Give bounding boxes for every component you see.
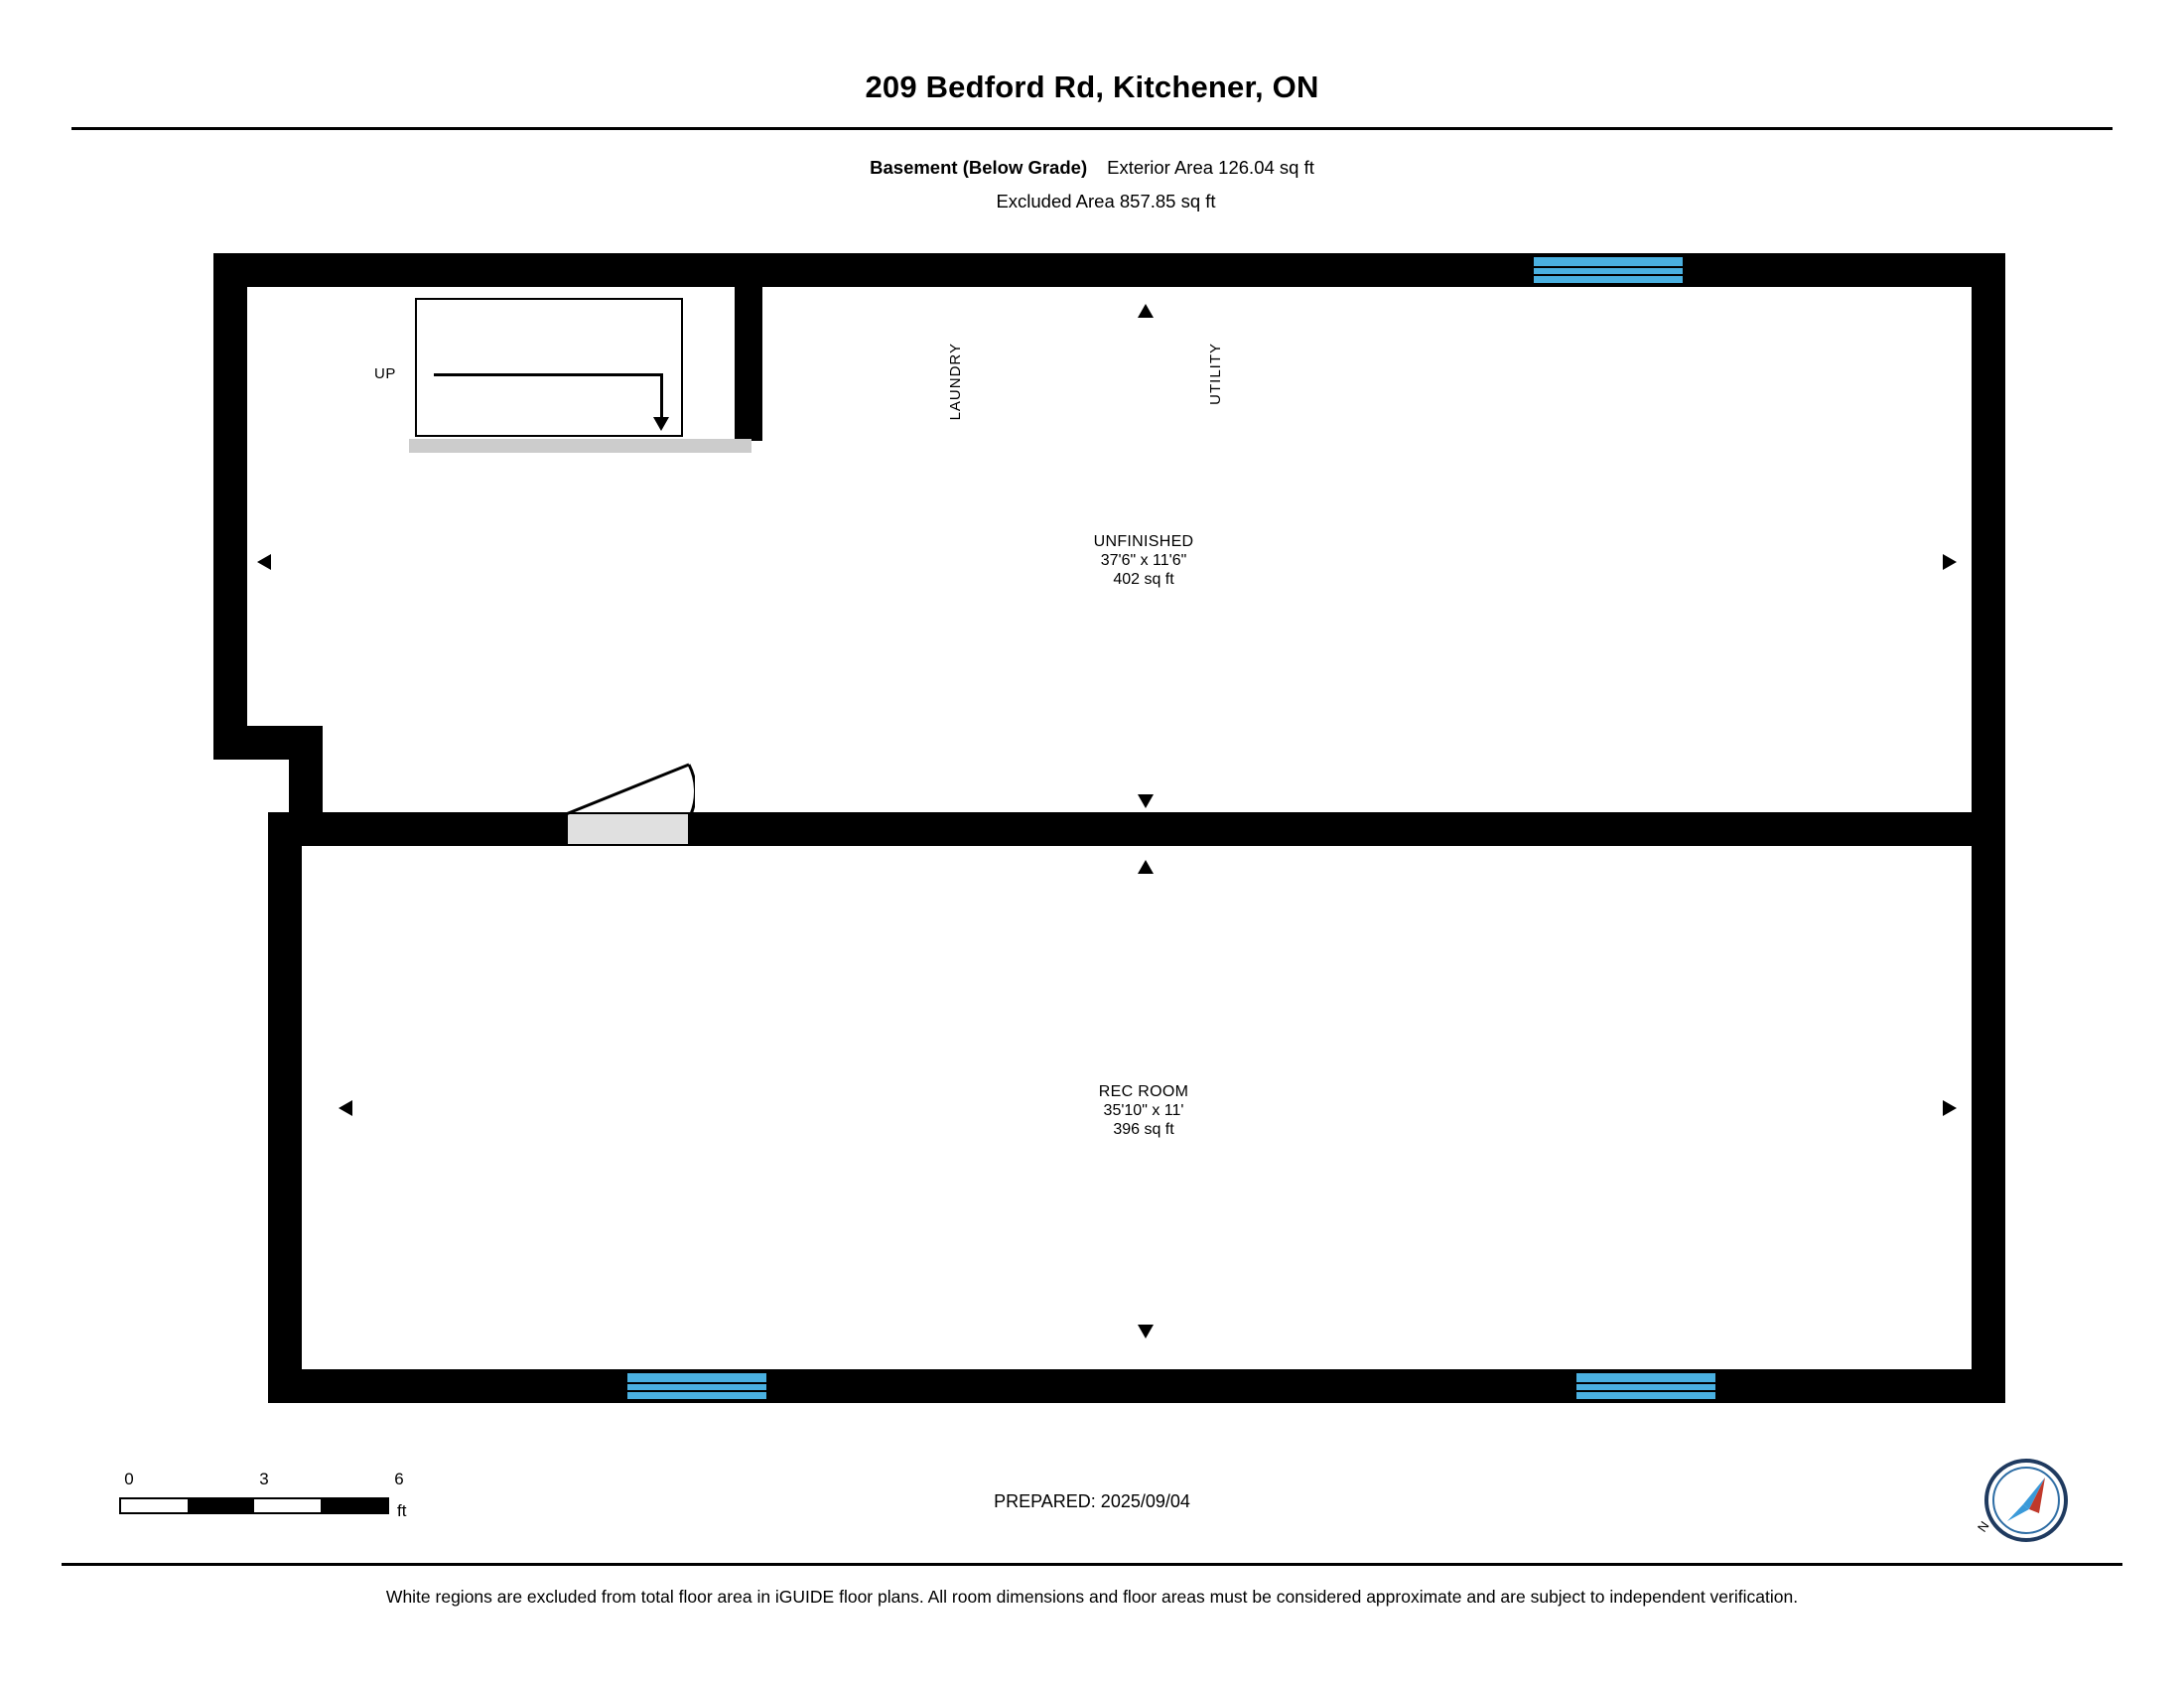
window-bottom-right	[1576, 1371, 1715, 1401]
dim-arrow-left-upper	[257, 554, 271, 570]
room-area: 396 sq ft	[1113, 1121, 1174, 1138]
window-bottom-left	[627, 1371, 766, 1401]
scale-tick-2: 6	[394, 1470, 404, 1488]
compass-north-label: N	[1974, 1518, 1992, 1535]
scale-unit-label: ft	[397, 1501, 407, 1520]
dim-arrow-right-upper	[1943, 554, 1957, 570]
dim-arrow-right-lower	[1943, 1100, 1957, 1116]
room-name: UNFINISHED	[1093, 533, 1194, 550]
scale-numbers	[119, 1470, 404, 1491]
stairs-direction-line	[434, 373, 662, 376]
stairs-direction-drop	[660, 373, 663, 421]
wall-left-upper	[213, 253, 247, 760]
prepared-date: PREPARED: 2025/09/04	[994, 1491, 1190, 1511]
dim-arrow-up-upper	[1138, 304, 1154, 318]
stairs-direction-arrow-icon	[653, 417, 669, 431]
compass-icon	[1983, 1458, 2069, 1543]
scale-tick-0: 0	[124, 1470, 134, 1488]
laundry-label: LAUNDRY	[947, 343, 964, 421]
room-name: REC ROOM	[1098, 1083, 1189, 1100]
room-label-rec-room	[1099, 1082, 1188, 1139]
dim-arrow-down-lower	[1138, 1325, 1154, 1338]
wall-stair-enclosure-right	[735, 287, 762, 441]
scale-tick-1: 3	[259, 1470, 269, 1488]
wall-bottom	[268, 1369, 2005, 1403]
dim-arrow-left-lower	[339, 1100, 352, 1116]
exterior-area-label: Exterior Area 126.04 sq ft	[1107, 157, 1314, 178]
wall-top	[213, 253, 2005, 287]
room-dimensions: 37'6" x 11'6"	[1100, 552, 1187, 569]
excluded-area-label: Excluded Area 857.85 sq ft	[996, 191, 1216, 211]
room-area: 402 sq ft	[1113, 571, 1174, 588]
wall-left-lower	[268, 812, 302, 1403]
door-sill	[566, 812, 690, 846]
wall-middle-divider	[289, 812, 2005, 846]
door-swing-icon	[564, 757, 695, 816]
room-label-unfinished	[1094, 532, 1194, 589]
dim-arrow-up-lower	[1138, 860, 1154, 874]
disclaimer-text: White regions are excluded from total floor area in iGUIDE floor plans. All room dimensions and floor areas must be considered approximate and are subject to independent verification.	[385, 1587, 1799, 1607]
window-top	[1534, 255, 1683, 285]
wall-left-lower-upper-seg	[289, 726, 323, 815]
dim-arrow-down-upper	[1138, 794, 1154, 808]
stairs	[415, 298, 683, 437]
stairs-base	[409, 439, 751, 453]
stairs-up-label: UP	[374, 365, 396, 382]
page-title: 209 Bedford Rd, Kitchener, ON	[865, 70, 1319, 104]
footer-divider	[62, 1563, 2122, 1566]
utility-label: UTILITY	[1207, 343, 1224, 405]
level-label: Basement (Below Grade)	[870, 157, 1088, 178]
room-dimensions: 35'10" x 11'	[1103, 1102, 1184, 1119]
